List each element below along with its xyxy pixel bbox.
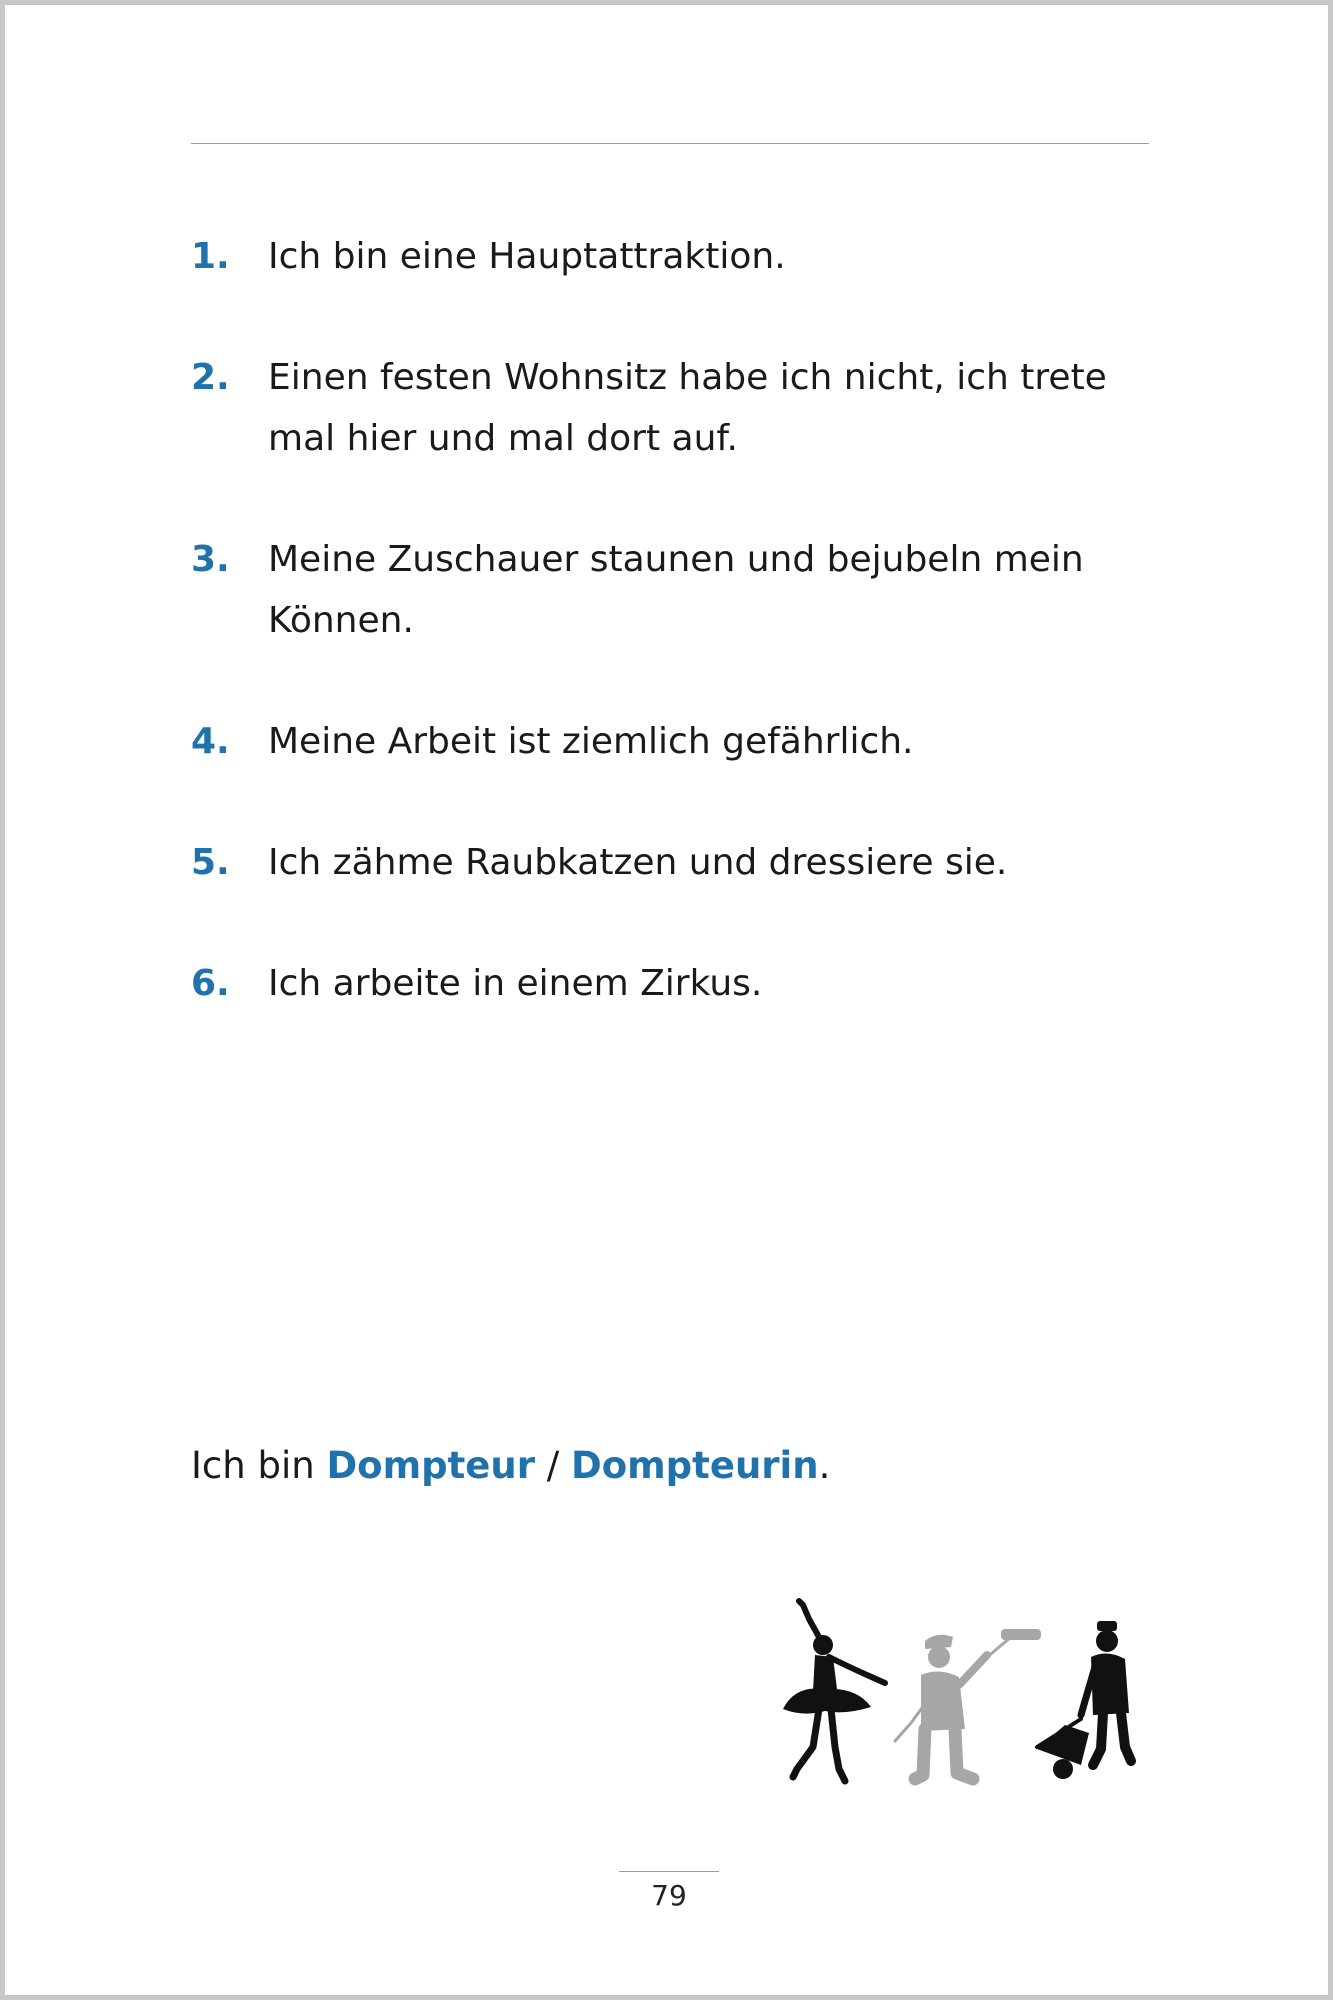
clue-item bbox=[191, 953, 1151, 1014]
clue-item bbox=[191, 529, 1151, 651]
clue-text: Meine Zuschauer staunen und bejubeln mein Können. bbox=[268, 539, 1084, 641]
wheelbarrow-worker-icon bbox=[1037, 1621, 1131, 1779]
clue-text: Ich arbeite in einem Zirkus. bbox=[268, 963, 763, 1004]
ballerina-icon bbox=[783, 1601, 885, 1781]
footer-divider bbox=[619, 1871, 719, 1872]
clue-number: 1. bbox=[191, 236, 230, 277]
clue-number: 6. bbox=[191, 963, 230, 1004]
clue-text: Meine Arbeit ist ziemlich gefährlich. bbox=[268, 721, 914, 762]
answer-term-male: Dompteur bbox=[326, 1444, 535, 1487]
clue-number: 3. bbox=[191, 539, 230, 580]
clue-item bbox=[191, 832, 1151, 893]
clue-item bbox=[191, 226, 1151, 287]
clue-number: 5. bbox=[191, 842, 230, 883]
clue-text: Einen festen Wohnsitz habe ich nicht, ich trete mal hier und mal dort auf. bbox=[268, 357, 1107, 459]
page-number: 79 bbox=[651, 1879, 687, 1912]
clue-list bbox=[191, 226, 1151, 1074]
answer-line bbox=[191, 1436, 830, 1496]
answer-prefix: Ich bin bbox=[191, 1444, 327, 1487]
answer-term-female: Dompteurin bbox=[571, 1444, 819, 1487]
job-silhouettes bbox=[775, 1597, 1155, 1827]
clue-item bbox=[191, 711, 1151, 772]
clue-item bbox=[191, 347, 1151, 469]
clue-text: Ich bin eine Hauptattraktion. bbox=[268, 236, 786, 277]
top-divider bbox=[191, 143, 1149, 144]
answer-separator: / bbox=[535, 1444, 571, 1487]
clue-number: 2. bbox=[191, 357, 230, 398]
clue-number: 4. bbox=[191, 721, 230, 762]
painter-icon bbox=[895, 1629, 1041, 1779]
answer-suffix: . bbox=[818, 1444, 831, 1487]
clue-text: Ich zähme Raubkatzen und dressiere sie. bbox=[268, 842, 1008, 883]
